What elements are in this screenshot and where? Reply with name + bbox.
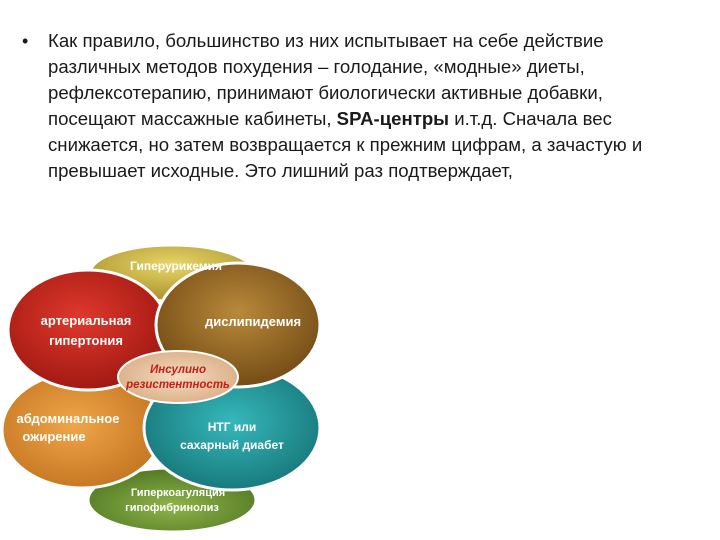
paragraph-text: [48, 28, 692, 184]
diabetes-label-line2: сахарный диабет: [180, 438, 284, 452]
insulin-resistance-label-line2: резистентность: [126, 379, 230, 391]
bullet-dot: •: [22, 31, 29, 51]
diabetes-label-line1: НТГ или: [207, 420, 257, 434]
bullet-paragraph: [22, 28, 692, 184]
insulin-resistance-ellipse: [118, 351, 238, 403]
paragraph-text-before: Как правило, большинство из них испытывает на себе действие различных методов похудения – голодание, «модные» диеты, рефлексотерапию, принимают биологически активные добавки, посещают массажные кабинеты,: [48, 30, 604, 129]
insulin-resistance-label-line1: Инсулино: [149, 364, 207, 376]
hypertension-label-line1: артериальная: [40, 313, 132, 328]
abdominal-obesity-label-line2: ожирение: [22, 429, 86, 444]
dyslipidemia-label: дислипидемия: [204, 314, 302, 329]
hyperuricemia-label: Гиперурикемия: [130, 259, 222, 273]
paragraph-bold-text: SPA-центры: [336, 108, 450, 129]
metabolic-syndrome-diagram: [0, 240, 330, 540]
hypercoagulation-label-line2: гипофибринолиз: [125, 502, 219, 514]
hypercoagulation-label-line1: Гиперкоагуляция: [130, 487, 226, 499]
paragraph-text-after: и.т.д. Сначала вес снижается, но затем возвращается к прежним цифрам, а зачастую и превышает исходные. Это лишний раз подтверждает,: [48, 108, 643, 181]
hypertension-label-line2: гипертония: [49, 333, 123, 348]
abdominal-obesity-label-line1: абдоминальное: [16, 411, 120, 426]
